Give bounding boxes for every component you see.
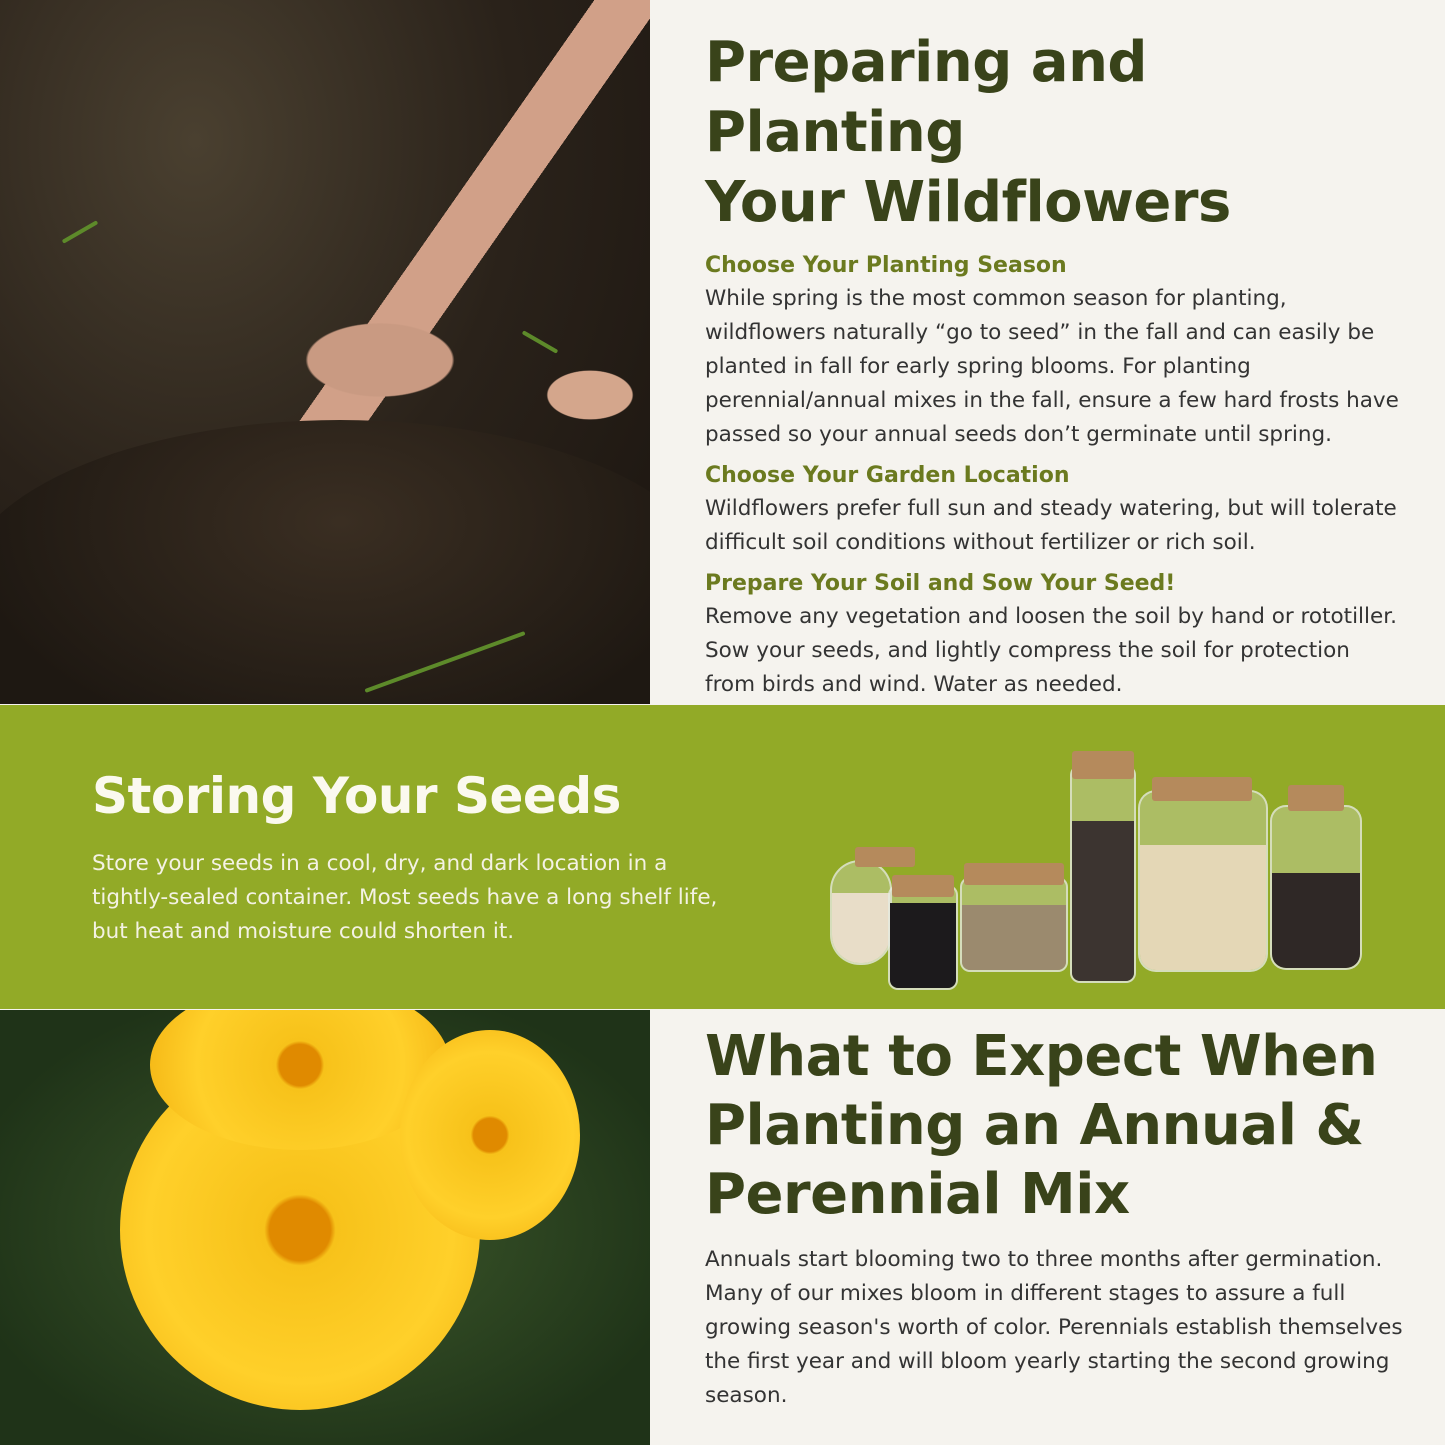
title-line: Planting an Annual & [705, 1093, 1364, 1158]
item-heading: Choose Your Garden Location [705, 463, 1070, 488]
planting-title [705, 28, 1405, 238]
item-heading: Prepare Your Soil and Sow Your Seed! [705, 571, 1176, 596]
yellow-flower-photo [0, 1010, 650, 1445]
title-line: Your Wildflowers [705, 170, 1231, 235]
jar [1070, 765, 1136, 983]
jar [1270, 805, 1362, 970]
jar [1138, 790, 1268, 972]
title-line: Preparing and Planting [705, 30, 1148, 165]
storing-band [0, 705, 1445, 1009]
jar [888, 885, 958, 990]
title-line: What to Expect When [705, 1024, 1378, 1089]
storing-title: Storing Your Seeds [92, 767, 621, 825]
jar [830, 860, 892, 965]
expect-section [705, 1022, 1405, 1413]
sprout [62, 220, 99, 243]
item-body: Wildflowers prefer full sun and steady watering, but will tolerate difficult soil conditions without fertilizer or rich soil. [705, 496, 1397, 555]
expect-title [705, 1022, 1405, 1229]
item-heading: Choose Your Planting Season [705, 253, 1067, 278]
storing-body: Store your seeds in a cool, dry, and dark location in a tightly-sealed container. Most seeds have a long shelf life, but heat and moisture could shorten it. [92, 851, 718, 944]
jar [960, 877, 1068, 972]
flower-bloom [400, 1030, 580, 1240]
soil-hands-photo [0, 0, 650, 704]
expect-body: Annuals start blooming two to three months after germination. Many of our mixes bloom in different stages to assure a full growing season's worth of color. Perennials establish themselves the first year and will bloom yearly starting the second growing season. [705, 1247, 1403, 1408]
soil-mound [0, 420, 650, 704]
sprout [522, 330, 559, 353]
item-body: While spring is the most common season for planting, wildflowers naturally “go to seed” in the fall and can easily be planted in fall for early spring blooms. For planting perennial/annual mixes in the fall, ensure a few hard frosts have passed so your annual seeds don’t germinate until spring. [705, 286, 1399, 447]
title-line: Perennial Mix [705, 1162, 1130, 1227]
item-body: Remove any vegetation and loosen the soil by hand or rototiller. Sow your seeds, and lightly compress the soil for protection from birds and wind. Water as needed. [705, 604, 1397, 697]
planting-section [705, 28, 1405, 702]
